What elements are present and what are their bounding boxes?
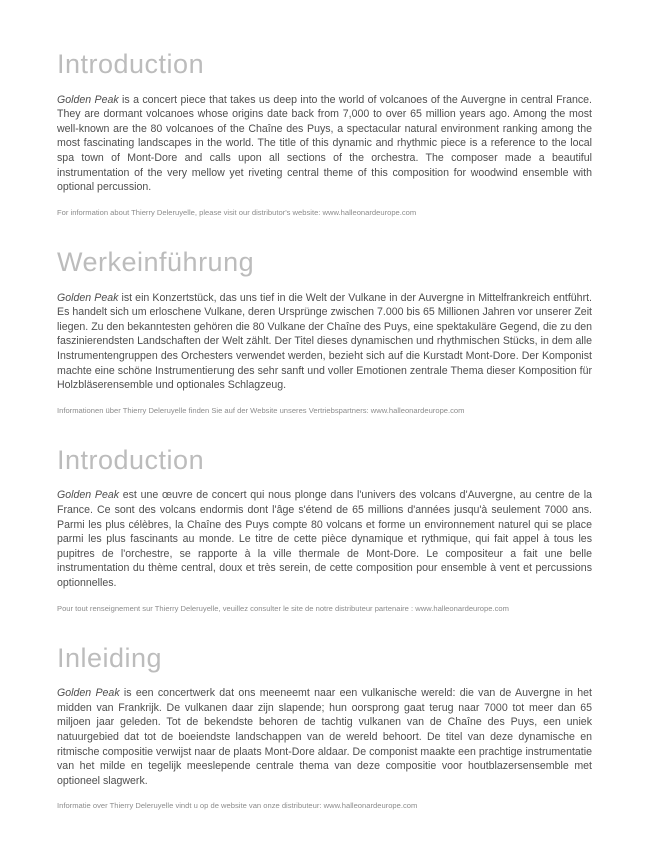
section-body-dutch (57, 686, 592, 788)
body-text-french: est une œuvre de concert qui nous plonge dans l'univers des volcans d'Auvergne, au centre de la France. Ce sont des volcans endormis dont l'âge s'étend de 65 millions d'années jusqu'à seulement 7000 ans. Parmi les plus célèbres, la Chaîne des Puys compte 80 volcans et forme un environnement naturel qui se place parmi les plus fascinants au monde. Le titre de cette pièce dynamique et rythmique, qui fait appel à tous les pupitres de l'orchestre, se rapporte à la ville thermale de Mont-Dore. Le compositeur a fait une belle instrumentation du thème central, doux et très serein, de cette composition pour ensemble à vent et percussions optionnelles. (57, 489, 592, 589)
body-text-english: is a concert piece that takes us deep into the world of volcanoes of the Auvergne in central France. They are dormant volcanoes whose origins date back from 7,000 to over 65 million years ago. Among the most well-known are the 80 volcanoes of the Chaîne des Puys, a spectacular natural environment ranking among the most fascinating landscapes in the world. The title of this dynamic and rhythmic piece is a reference to the local spa town of Mont-Dore and calls upon all sections of the orchestra. The composer made a beautiful instrumentation of the very mellow yet riveting central theme of this composition for woodwind ensemble with optional percussion. (57, 93, 592, 194)
work-title: Golden Peak (57, 93, 119, 106)
section-introduction-english (57, 50, 592, 218)
section-introduction-french (57, 446, 592, 614)
section-footer-dutch: Informatie over Thierry Deleruyelle vindt u op de website van onze distributeur: www.halleonardeurope.com (57, 801, 418, 811)
section-heading-german: Werkeinführung (57, 246, 255, 277)
body-text-dutch: is een concertwerk dat ons meeneemt naar een vulkanische wereld: die van de Auvergne in het midden van Frankrijk. De vulkanen daar zijn slapende; hun oorsprong gaat terug naar 7000 tot meer dan 65 miljoen jaar geleden. Tot de bekendste behoren de tachtig vulkanen van de Chaîne des Puys, een uniek natuurgebied dat tot de boeiendste landschappen van de wereld behoort. De titel van deze dynamische en ritmische compositie verwijst naar de plaats Mont-Dore aldaar. De componist maakte een prachtige instrumentatie van het milde en tegelijk meeslepende centrale thema van deze compositie voor houtblazersensemble met optioneel slagwerk. (57, 687, 592, 787)
section-footer-french: Pour tout renseignement sur Thierry Deleruyelle, veuillez consulter le site de notre distributeur partenaire : www.halleonardeurope.com (57, 603, 509, 613)
section-body-english (57, 93, 592, 195)
section-heading-dutch: Inleiding (57, 642, 163, 673)
work-title: Golden Peak (57, 291, 119, 304)
section-heading-english: Introduction (57, 49, 205, 79)
section-heading-french: Introduction (57, 444, 205, 475)
section-footer-english: For information about Thierry Deleruyelle, please visit our distributor's website: www.halleonardeurope.com (57, 207, 417, 217)
body-text-german: ist ein Konzertstück, das uns tief in die Welt der Vulkane in der Auvergne in Mittelfrankreich entführt. Es handelt sich um erloschene Vulkane, deren Ursprünge zwischen 7.000 bis 65 Millionen Jahren vor unserer Zeit liegen. Zu den bekanntesten gehören die 80 Vulkane der Chaîne des Puys, eine spektakuläre Gegend, die zu den faszinierendsten Landschaften der Welt zählt. Der Titel dieses dynamischen und rhythmischen Stücks, in dem alle Instrumentengruppen des Orchesters verwendet werden, bezieht sich auf die Kurstadt Mont-Dore. Der Komponist machte eine schöne Instrumentierung des sehr sanft und voller Emotionen zentrale Thema dieser Komposition für Holzbläserensemble und optionales Schlagzeug. (57, 291, 592, 392)
section-footer-german: Informationen über Thierry Deleruyelle finden Sie auf der Website unseres Vertriebspartners: www.halleonardeurope.com (57, 405, 465, 415)
work-title: Golden Peak (57, 489, 120, 502)
section-body-french (57, 488, 592, 590)
section-werkeinfuehrung-german (57, 248, 592, 416)
section-inleiding-dutch (57, 644, 592, 812)
work-title: Golden Peak (57, 687, 120, 700)
section-body-german (57, 291, 592, 393)
